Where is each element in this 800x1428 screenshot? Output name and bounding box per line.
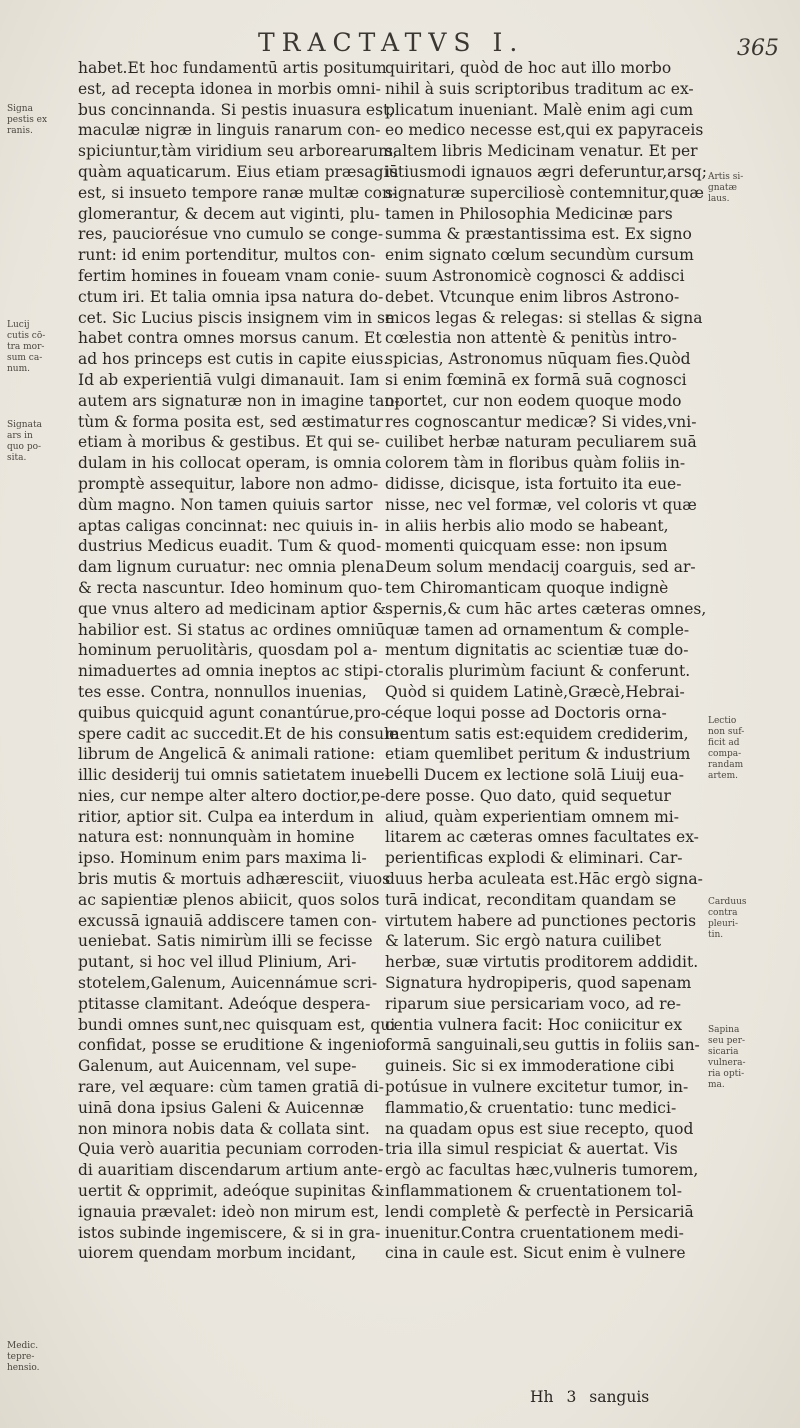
text-line: cina in caule est. Sicut enim è vulnere [385,1244,686,1263]
margin-note-line: hensio. [7,1363,40,1373]
margin-note-line: tra mor- [7,342,45,352]
text-line: ritior, aptior sit. Culpa ea interdum in [78,807,374,826]
text-line: stotelem,Galenum, Auicennámue scri- [78,974,378,993]
text-line: uertit & opprimit, adeóque supinitas & [78,1182,385,1201]
margin-note-line: ficit ad [708,738,740,748]
margin-note-medic [7,1341,69,1374]
text-line: nihil à suis scriptoribus traditum ac ex- [385,79,694,98]
text-line: hominum peruolitàris, quosdam pol a- [78,641,378,660]
text-line: céque loqui posse ad Doctoris orna- [385,703,667,722]
margin-note-line: compa- [708,749,742,759]
text-line: micos legas & relegas: si stellas & signa [385,308,703,327]
margin-note-line: Signa [7,104,33,114]
text-line: illic desiderij tui omnis satietatem inue- [78,766,390,785]
text-line: nimaduertes ad omnia ineptos ac stipi- [78,662,384,681]
text-line: habilior est. Si status ac ordines omniū [78,620,386,639]
text-line: confidat, posse se eruditione & ingenio [78,1036,386,1055]
text-line: tùm & forma posita est, sed æstimatur [78,412,383,431]
text-line: plicatum inueniant. Malè enim agi cum [385,100,694,119]
text-line: tamen in Philosophia Medicinæ pars [385,204,673,223]
margin-note-line: Medic. [7,1341,39,1351]
text-line: duus herba aculeata est.Hāc ergò signa- [385,870,703,889]
margin-note-line: cutis cō- [7,331,46,341]
text-line: ad hos princeps est cutis in capite eius. [78,350,389,369]
text-line: enim signato cœlum secundùm cursum [385,246,694,265]
text-line: spere cadit ac succedit.Et de his consule [78,724,399,743]
margin-note-sapina [708,1025,788,1091]
text-line: belli Ducem ex lectione solā Liuij eua- [385,766,685,785]
text-line: signaturæ superciliosè contemnitur,quæ [385,183,704,202]
text-line: cœlestia non attentè & penitùs intro- [385,329,677,348]
margin-note-signata [7,420,69,464]
margin-note-line: sita. [7,453,27,463]
margin-note-line: seu per- [708,1036,746,1046]
text-line: & recta nascuntur. Ideo hominum quo- [78,578,383,597]
running-head: TRACTATVS I. [258,28,525,57]
text-line: suum Astronomicè cognosci & addisci [385,266,685,285]
text-line: etiam à moribus & gestibus. Et qui se- [78,433,380,452]
margin-note-line: tin. [708,930,724,940]
text-line: eo medico necesse est,qui ex papyraceis [385,121,704,140]
text-line: dulam in his collocat operam, is omnia [78,454,382,473]
text-line: nisse, nec vel formæ, vel coloris vt quæ [385,495,697,514]
signature-number: 3 [566,1388,577,1406]
text-line: centia vulnera facit: Hoc coniicitur ex [385,1015,683,1034]
text-line: quibus quicquid agunt conantúrue,pro- [78,703,387,722]
text-line: spiciuntur,tàm viridium seu arborearum, [78,142,398,161]
text-line: ctum iri. Et talia omnia ipsa natura do- [78,287,384,306]
text-line: cuilibet herbæ naturam peculiarem suā [385,433,697,452]
text-line: formā sanguinali,seu guttis in foliis san- [385,1036,700,1055]
text-line: istiusmodi ignauos ægri deferuntur,arsq; [385,162,707,181]
margin-note-line: Lucij [7,320,30,330]
text-line: tem Chiromanticam quoque indignè [385,578,669,597]
text-line: Deum solum mendacij coarguis, sed ar- [385,558,696,577]
margin-note-line: gnatæ [708,183,737,193]
text-line: tria illa simul respiciat & auertat. Vis [385,1140,678,1159]
margin-note-line: sum ca- [7,353,43,363]
margin-note-line: ars in [7,431,33,441]
text-line: librum de Angelicā & animali ratione: [78,745,376,764]
text-line: Galenum, aut Auicennam, vel supe- [78,1057,357,1076]
text-line: perientificas explodi & eliminari. Car- [385,849,683,868]
text-line: maculæ nigræ in linguis ranarum con- [78,121,381,140]
text-line: nies, cur nempe alter altero doctior,pe- [78,786,386,805]
text-line: riparum siue persicariam voco, ad re- [385,994,681,1013]
margin-note-line: vulnera- [708,1058,746,1068]
margin-note-line: quo po- [7,442,42,452]
text-line: na quadam opus est siue recepto, quod [385,1119,694,1138]
text-line: litarem ac cæteras omnes facultates ex- [385,828,699,847]
text-line: bundi omnes sunt,nec quisquam est, qui [78,1015,396,1034]
text-line: aliud, quàm experientiam omnem mi- [385,807,679,826]
margin-note-line: pestis ex [7,115,48,125]
text-line: oportet, cur non eodem quoque modo [385,391,682,410]
text-line: & laterum. Sic ergò natura cuilibet [385,932,662,951]
text-line: cet. Sic Lucius piscis insignem vim in se [78,308,395,327]
text-line: dere posse. Quo dato, quid sequetur [385,786,671,805]
text-line: que vnus altero ad medicinam aptior & [78,599,387,618]
margin-note-line: Artis si- [708,172,744,182]
text-line: summa & præstantissima est. Ex signo [385,225,692,244]
text-line: debet. Vtcunque enim libros Astrono- [385,287,680,306]
text-line: ptitasse clamitant. Adeóque despera- [78,994,371,1013]
text-line: glomerantur, & decem aut viginti, plu- [78,204,380,223]
text-line: ergò ac facultas hæc,vulneris tumorem, [385,1161,699,1180]
left-text-column [78,58,400,1264]
text-line: quàm aquaticarum. Eius etiam præsagiū [78,162,399,181]
margin-note-line: randam [708,760,744,770]
text-line: ctoralis plurimùm faciunt & conferunt. [385,662,691,681]
text-line: spicias, Astronomus nūquam fies.Quòd [385,350,691,369]
text-line: si enim fœminā ex formā suā cognosci [385,370,687,389]
margin-note-line: ria opti- [708,1069,745,1079]
margin-note-line: num. [7,364,30,374]
text-line: herbæ, suæ virtutis proditorem addidit. [385,953,699,972]
margin-note-line: artem. [708,771,739,781]
text-line: habet contra omnes morsus canum. Et [78,329,382,348]
page-number: 365 [737,36,779,61]
margin-note-line: pleuri- [708,919,738,929]
text-line: autem ars signaturæ non in imagine tan- [78,391,400,410]
right-text-column [385,58,707,1264]
text-line: istos subinde ingemiscere, & si in gra- [78,1223,381,1242]
margin-note-lucii-cutis [7,320,69,375]
text-line: virtutem habere ad punctiones pectoris [385,911,697,930]
text-line: promptè assequitur, labore non admo- [78,474,379,493]
text-line: guineis. Sic si ex immoderatione cibi [385,1057,675,1076]
signature-mark: Hh [530,1388,554,1406]
text-line: dam lignum curuatur: nec omnia plena [78,558,385,577]
text-line: flammatio,& cruentatio: tunc medici- [385,1098,677,1117]
text-line: quæ tamen ad ornamentum & comple- [385,620,690,639]
text-line: lendi completè & perfectè in Persicariā [385,1202,694,1221]
margin-note-line: ranis. [7,126,33,136]
margin-note-line: tepre- [7,1352,35,1362]
text-line: didisse, dicisque, ista fortuito ita eue- [385,474,682,493]
text-line: aptas caligas concinnat: nec quiuis in- [78,516,379,535]
text-line: mentum dignitatis ac scientiæ tuæ do- [385,641,689,660]
margin-note-line: ma. [708,1080,725,1090]
catchword: sanguis [589,1388,650,1406]
margin-note-line: Carduus [708,897,747,907]
text-line: mentum satis est:equidem crediderim, [385,724,689,743]
text-line: potúsue in vulnere excitetur tumor, in- [385,1078,689,1097]
text-line: tes esse. Contra, nonnullos inuenias, [78,682,367,701]
text-line: est, si insueto tempore ranæ multæ con- [78,183,398,202]
text-line: rare, vel æquare: cùm tamen gratiā di- [78,1078,384,1097]
margin-note-line: Signata [7,420,42,430]
text-line: ueniebat. Satis nimirùm illi se fecisse [78,932,373,951]
text-line: putant, si hoc vel illud Plinium, Ari- [78,953,357,972]
margin-note-carduus [708,897,788,941]
page-footer [530,1388,657,1406]
text-line: Quòd si quidem Latinè,Græcè,Hebrai- [385,682,685,701]
text-line: est, ad recepta idonea in morbis omni- [78,79,381,98]
margin-note-signa-pestis [7,104,69,137]
text-line: spernis,& cum hāc artes cæteras omnes, [385,599,707,618]
text-line: ignauia prævalet: ideò non mirum est, [78,1202,380,1221]
text-line: Id ab experientiā vulgi dimanauit. Iam [78,370,380,389]
text-line: Signatura hydropiperis, quod sapenam [385,974,692,993]
text-line: bus concinnanda. Si pestis inuasura est, [78,100,395,119]
text-line: inuenitur.Contra cruentationem medi- [385,1223,684,1242]
margin-note-line: non suf- [708,727,745,737]
margin-note-line: Lectio [708,716,737,726]
margin-note-artis [708,172,788,205]
text-line: inflammationem & cruentationem tol- [385,1182,682,1201]
text-line: uinā dona ipsius Galeni & Auicennæ [78,1098,365,1117]
text-line: in aliis herbis alio modo se habeant, [385,516,669,535]
text-line: habet.Et hoc fundamentū artis positum [78,59,387,77]
text-line: non minora nobis data & collata sint. [78,1119,370,1138]
margin-note-line: sicaria [708,1047,739,1057]
text-line: ipso. Hominum enim pars maxima li- [78,849,367,868]
text-line: bris mutis & mortuis adhæresciit, viuos [78,870,391,889]
text-line: colorem tàm in floribus quàm foliis in- [385,454,686,473]
text-line: dùm magno. Non tamen quiuis sartor [78,495,373,514]
text-line: dustrius Medicus euadit. Tum & quod- [78,537,382,556]
text-line: di auaritiam discendarum artium ante- [78,1161,383,1180]
text-line: fertim homines in foueam vnam conie- [78,266,381,285]
text-line: ac sapientiæ plenos abiicit, quos solos [78,890,380,909]
page-header [0,14,800,61]
text-line: Quia verò auaritia pecuniam corroden- [78,1140,384,1159]
text-line: saltem libris Medicinam venatur. Et per [385,142,698,161]
text-line: etiam quemlibet peritum & industrium [385,745,691,764]
margin-note-lectio [708,716,788,782]
margin-note-line: contra [708,908,738,918]
margin-note-line: Sapina [708,1025,740,1035]
text-line: res cognoscantur medicæ? Si vides,vni- [385,412,697,431]
text-line: quiritari, quòd de hoc aut illo morbo [385,59,672,77]
text-line: excussā ignauiā addiscere tamen con- [78,911,377,930]
text-line: runt: id enim portenditur, multos con- [78,246,376,265]
text-line: turā indicat, reconditam quandam se [385,890,677,909]
text-line: momenti quicquam esse: non ipsum [385,537,668,556]
text-line: natura est: nonnunquàm in homine [78,828,355,847]
text-line: res, pauciorésue vno cumulo se conge- [78,225,384,244]
margin-note-line: laus. [708,194,730,204]
text-line: uiorem quendam morbum incidant, [78,1244,357,1263]
